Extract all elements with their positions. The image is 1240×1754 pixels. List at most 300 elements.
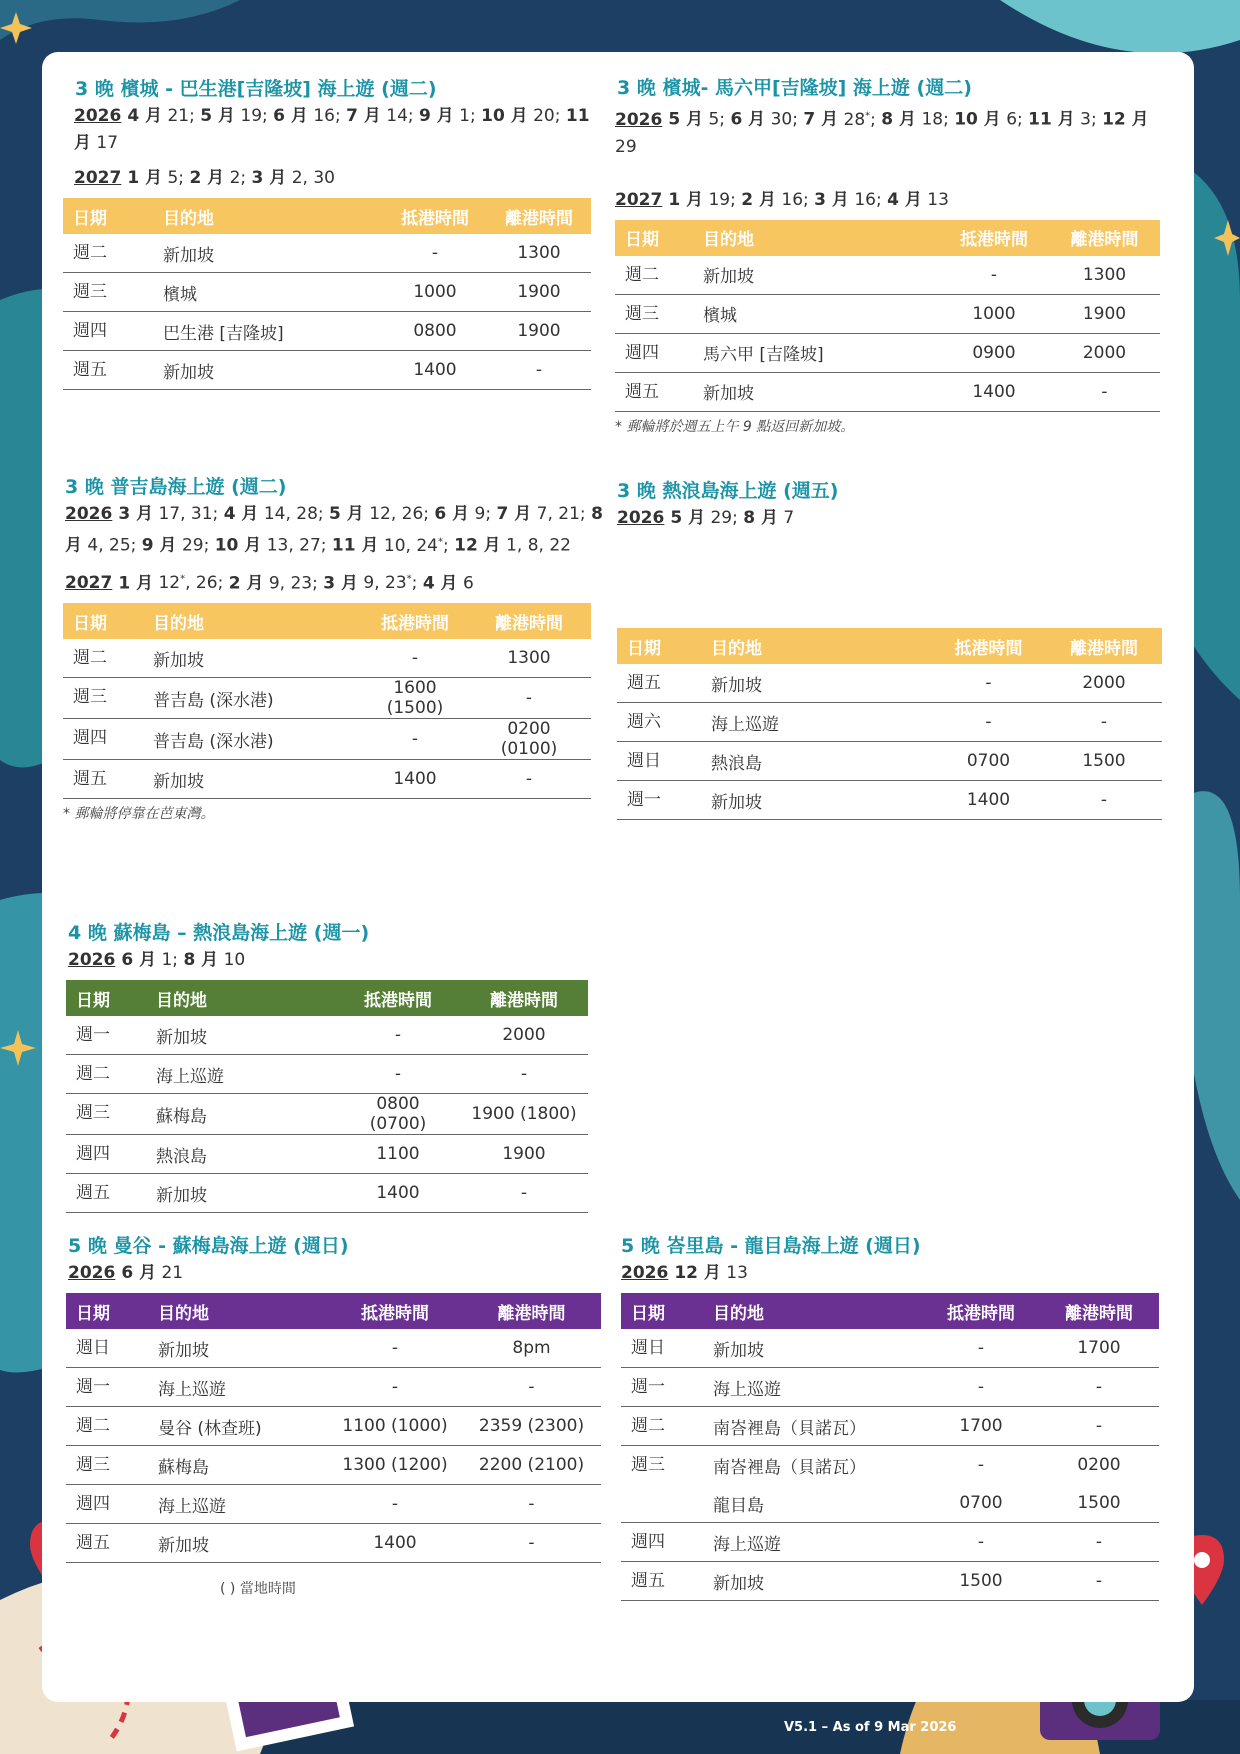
day-cell: 週二 <box>621 1407 703 1446</box>
table-row <box>617 664 1162 703</box>
day-cell: 週一 <box>617 781 701 820</box>
departure-cell: - <box>1039 1523 1159 1562</box>
column-header: 目的地 <box>153 198 383 234</box>
column-header: 抵港時間 <box>383 198 487 234</box>
day-cell: 週五 <box>66 1174 146 1213</box>
month-label: 3 月 <box>118 504 154 524</box>
day-values: 29 <box>615 136 637 157</box>
arrival-cell: - <box>328 1368 462 1407</box>
arrival-cell: 1400 <box>363 760 467 799</box>
table-row <box>66 1094 588 1135</box>
arrival-cell: 0800 (0700) <box>336 1094 460 1135</box>
day-values: 2, 30 <box>286 168 335 188</box>
column-header: 目的地 <box>148 1293 328 1329</box>
cruise-section-koh-samui-redang <box>66 918 588 1213</box>
day-cell: 週一 <box>621 1368 703 1407</box>
year-label: 2026 <box>621 1263 669 1283</box>
month-label: 4 月 <box>223 504 259 524</box>
table-header-row <box>63 603 591 639</box>
dates-2027 <box>63 165 591 192</box>
departure-cell: 1900 <box>487 312 591 351</box>
month-label: 3 月 <box>323 573 358 594</box>
month-label: 3 月 <box>814 189 849 210</box>
table-row <box>66 1016 588 1055</box>
month-label: 8 月 <box>65 504 603 556</box>
day-values: 4, 25; <box>82 535 142 556</box>
departure-cell: - <box>1046 703 1162 742</box>
day-values: 3; <box>1074 109 1103 130</box>
month-label: 12 月 <box>454 535 501 556</box>
table-header-row <box>66 1293 601 1329</box>
departure-cell: 2000 <box>1049 333 1160 372</box>
departure-cell: - <box>462 1368 601 1407</box>
month-label: 2 月 <box>741 189 776 210</box>
sailing-dates <box>63 103 591 192</box>
day-cell: 週日 <box>617 742 701 781</box>
dates-2026 <box>63 501 603 560</box>
destination-cell: 新加坡 <box>148 1524 328 1563</box>
month-label: 4 月 <box>422 573 458 594</box>
table-row <box>66 1368 601 1407</box>
day-cell: 週五 <box>66 1524 148 1563</box>
column-header: 離港時間 <box>460 980 588 1016</box>
arrival-cell: 1500 <box>923 1562 1039 1601</box>
departure-cell: 0200 <box>1077 1455 1121 1475</box>
departure-cell: 1500 <box>1039 1484 1159 1523</box>
day-cell: 週二 <box>615 256 693 295</box>
month-label: 7 月 <box>803 109 839 130</box>
sailing-dates <box>617 505 1162 532</box>
day-cell: 週六 <box>617 703 701 742</box>
month-label: 12 月 <box>1102 109 1149 130</box>
table-row <box>615 256 1160 295</box>
table-row <box>615 372 1160 411</box>
day-values: 21 <box>156 1263 184 1283</box>
sailing-dates <box>63 501 603 597</box>
footnote: * 郵輪將停靠在芭東灣。 <box>63 806 215 823</box>
table-row <box>617 703 1162 742</box>
table-row <box>617 742 1162 781</box>
departure-cell: - <box>460 1055 588 1094</box>
day-values: 5; <box>162 168 190 188</box>
cruise-section-phuket <box>63 472 603 823</box>
year-label: 2027 <box>615 189 663 210</box>
month-label: 7 月 <box>346 106 381 126</box>
section-title: 4 晚 蘇梅島 – 熱浪島海上遊 (週一) <box>68 922 370 944</box>
day-cell: 週五 <box>615 372 693 411</box>
column-header: 離港時間 <box>487 198 591 234</box>
day-cell: 週五 <box>621 1562 703 1601</box>
itinerary-table <box>66 980 588 1213</box>
departure-cell: 2359 (2300) <box>462 1407 601 1446</box>
month-label: 4 月 <box>887 189 922 210</box>
column-header: 日期 <box>617 628 701 664</box>
arrival-cell: 0700 <box>931 742 1046 781</box>
column-header: 日期 <box>63 198 153 234</box>
month-label: 10 月 <box>481 106 528 126</box>
destination-cell: 新加坡 <box>143 639 363 678</box>
day-values: 1, 8, 22 <box>500 535 571 556</box>
destination-cell: 蘇梅島 <box>148 1446 328 1485</box>
day-values: 7 <box>778 508 795 528</box>
day-values: 16; <box>307 106 347 126</box>
column-header: 目的地 <box>693 220 939 256</box>
destination-cell: 普吉島 (深水港) <box>143 678 363 719</box>
destination-cell: 蘇梅島 <box>146 1094 336 1135</box>
month-label: 1 月 <box>127 168 163 188</box>
arrival-cell: - <box>336 1016 460 1055</box>
cruise-section-penang-malacca <box>615 73 1160 436</box>
table-row <box>63 678 591 719</box>
month-label: 10 月 <box>954 109 1001 130</box>
table-row <box>66 1135 588 1174</box>
column-header: 日期 <box>66 980 146 1016</box>
departure-cell: - <box>467 760 591 799</box>
table-row <box>66 1446 601 1485</box>
day-cell: 週四 <box>66 1135 146 1174</box>
day-cell: 週二 <box>66 1055 146 1094</box>
year-label: 2026 <box>68 950 116 970</box>
destination-cell: 普吉島 (深水港) <box>143 719 363 760</box>
table-row <box>615 333 1160 372</box>
departure-cell: 2000 <box>1046 664 1162 703</box>
destination-cell: 海上巡遊 <box>146 1055 336 1094</box>
table-row <box>621 1446 1159 1485</box>
day-cell: 週五 <box>617 664 701 703</box>
departure-cell: - <box>1046 781 1162 820</box>
departure-cell: - <box>462 1485 601 1524</box>
sailing-dates <box>621 1260 1159 1287</box>
departure-cell: 1300 <box>487 234 591 273</box>
month-label: 7 月 <box>496 504 532 524</box>
arrival-cell: 1400 <box>931 781 1046 820</box>
month-label: 8 月 <box>183 950 219 970</box>
table-row <box>617 781 1162 820</box>
destination-cell: 新加坡 <box>153 351 383 390</box>
destination-cell: 檳城 <box>693 294 939 333</box>
version-label: V5.1 – As of 9 Mar 2026 <box>784 1720 957 1735</box>
departure-cell: - <box>1039 1407 1159 1446</box>
itinerary-table <box>621 1293 1159 1601</box>
month-label: 9 月 <box>141 535 177 556</box>
arrival-cell: 1400 <box>328 1524 462 1563</box>
arrival-cell: - <box>923 1523 1039 1562</box>
day-values: 2; <box>224 168 252 188</box>
dates-2026 <box>617 505 1162 532</box>
arrival-cell: - <box>931 703 1046 742</box>
month-label: 3 月 <box>251 168 287 188</box>
table-row <box>63 312 591 351</box>
day-values: 9, 23; <box>263 573 324 594</box>
day-cell: 週三 <box>66 1446 148 1485</box>
destination-cell: 巴生港 [吉隆坡] <box>153 312 383 351</box>
day-values: 9, 23*; <box>358 573 423 594</box>
column-header: 離港時間 <box>1049 220 1160 256</box>
itinerary-table <box>617 628 1162 820</box>
destination-cell: 檳城 <box>153 273 383 312</box>
column-header: 目的地 <box>703 1293 923 1329</box>
destination-cell: 新加坡 <box>703 1329 923 1368</box>
departure-cell: 2200 (2100) <box>462 1446 601 1485</box>
departure-cell: - <box>487 351 591 390</box>
column-header: 日期 <box>621 1293 703 1329</box>
arrival-cell: - <box>336 1055 460 1094</box>
month-label: 6 月 <box>121 1263 157 1283</box>
destination-cell: 新加坡 <box>153 234 383 273</box>
arrival-cell: 0800 <box>383 312 487 351</box>
month-label: 1 月 <box>118 573 154 594</box>
day-cell: 週三 <box>63 678 143 719</box>
cruise-section-bali-lombok <box>621 1231 1159 1601</box>
table-row <box>63 719 591 760</box>
destination-cell: 曼谷 (林查班) <box>148 1407 328 1446</box>
month-label: 1 月 <box>668 189 704 210</box>
column-header: 目的地 <box>701 628 931 664</box>
departure-cell: 1300 <box>1049 256 1160 295</box>
destination-cell: 龍目島 <box>703 1484 923 1523</box>
year-label: 2026 <box>615 109 663 130</box>
table-header-row <box>615 220 1160 256</box>
departure-cell: 1900 <box>460 1135 588 1174</box>
column-header: 離港時間 <box>467 603 591 639</box>
arrival-cell: 1000 <box>383 273 487 312</box>
day-values: 14; <box>380 106 420 126</box>
day-values: 10 <box>218 950 246 970</box>
day-values: 28*; <box>838 109 882 130</box>
column-header: 日期 <box>66 1293 148 1329</box>
month-label: 4 月 <box>127 106 163 126</box>
destination-cell: 海上巡遊 <box>148 1368 328 1407</box>
day-cell: 週四 <box>63 719 143 760</box>
arrival-cell: 1100 <box>336 1135 460 1174</box>
day-values: 14, 28; <box>258 504 330 524</box>
month-label: 11 月 <box>1028 109 1075 130</box>
table-row <box>66 1055 588 1094</box>
day-values: 1; <box>453 106 482 126</box>
departure-cell: 8pm <box>462 1329 601 1368</box>
arrival-cell: 0700 <box>923 1484 1039 1523</box>
day-cell: 週二 <box>63 639 143 678</box>
destination-cell: 海上巡遊 <box>148 1485 328 1524</box>
table-row <box>63 760 591 799</box>
footnote: * 郵輪將於週五上午 9 點返回新加坡。 <box>615 418 855 435</box>
day-values: 13, 27; <box>261 535 332 556</box>
table-row <box>621 1368 1159 1407</box>
day-cell: 週一 <box>66 1016 146 1055</box>
dates-2027 <box>615 187 1160 214</box>
dates-2026 <box>621 1260 1159 1287</box>
table-row <box>66 1407 601 1446</box>
day-values: 16; <box>776 189 815 210</box>
destination-cell: 新加坡 <box>693 372 939 411</box>
destination-cell: 新加坡 <box>143 760 363 799</box>
month-label: 6 月 <box>730 109 766 130</box>
day-values: 29; <box>705 508 744 528</box>
day-cell: 週三 <box>63 273 153 312</box>
day-values: 18; <box>916 109 955 130</box>
day-values: 7, 21; <box>531 504 592 524</box>
destination-cell: 熱浪島 <box>701 742 931 781</box>
column-header: 離港時間 <box>462 1293 601 1329</box>
destination-cell: 熱浪島 <box>146 1135 336 1174</box>
day-values: 6; <box>1000 109 1029 130</box>
asterisk-mark: * <box>406 573 412 585</box>
departure-cell: 1900 <box>487 273 591 312</box>
table-row <box>66 1524 601 1563</box>
day-cell: 週二 <box>66 1407 148 1446</box>
day-values: 13 <box>921 189 949 210</box>
destination-cell: 新加坡 <box>693 256 939 295</box>
month-label: 11 月 <box>331 535 379 556</box>
destination-cell: 新加坡 <box>701 664 931 703</box>
year-label: 2027 <box>74 168 122 188</box>
month-label: 6 月 <box>434 504 470 524</box>
table-row <box>621 1329 1159 1368</box>
section-title: 5 晚 峇里島 - 龍目島海上遊 (週日) <box>621 1235 921 1257</box>
table-row <box>66 1174 588 1213</box>
itinerary-table <box>63 603 591 799</box>
arrival-cell: 1000 <box>939 294 1049 333</box>
column-header: 抵港時間 <box>336 980 460 1016</box>
departure-cell: 1900 (1800) <box>460 1094 588 1135</box>
arrival-cell: - <box>977 1455 985 1475</box>
day-values: 17, 31; <box>153 504 224 524</box>
destination-cell: 新加坡 <box>703 1562 923 1601</box>
year-label: 2026 <box>68 1263 116 1283</box>
table-row <box>63 273 591 312</box>
destination-cell: 新加坡 <box>701 781 931 820</box>
sailing-dates <box>615 102 1160 214</box>
cruise-section-bangkok-koh-samui <box>66 1231 601 1563</box>
column-header: 抵港時間 <box>328 1293 462 1329</box>
day-values: 17 <box>91 133 119 153</box>
cruise-section-redang <box>617 476 1162 820</box>
month-label: 11 月 <box>74 106 590 153</box>
day-values: 16; <box>848 189 888 210</box>
arrival-cell: - <box>931 664 1046 703</box>
month-label: 8 月 <box>881 109 917 130</box>
day-cell: 週三 <box>615 294 693 333</box>
departure-cell: - <box>467 678 591 719</box>
departure-cell: 0200 (0100) <box>467 719 591 760</box>
day-cell: 週五 <box>63 351 153 390</box>
cruise-section-penang-port-klang <box>63 74 591 390</box>
day-values: 1; <box>156 950 184 970</box>
table-row <box>621 1484 1159 1523</box>
dates-2027 <box>63 566 603 598</box>
arrival-cell: 1400 <box>336 1174 460 1213</box>
month-label: 8 月 <box>743 508 778 528</box>
table-row <box>621 1562 1159 1601</box>
sailing-dates <box>66 1260 601 1287</box>
arrival-cell: 1400 <box>939 372 1049 411</box>
day-values: 29; <box>176 535 215 556</box>
arrival-cell: - <box>328 1485 462 1524</box>
arrival-cell: - <box>923 1368 1039 1407</box>
arrival-cell: - <box>939 256 1049 295</box>
column-header: 目的地 <box>143 603 363 639</box>
itinerary-table <box>63 198 591 390</box>
column-header: 抵港時間 <box>923 1293 1039 1329</box>
year-label: 2026 <box>74 106 122 126</box>
day-cell: 週一 <box>66 1368 148 1407</box>
destination-cell: 海上巡遊 <box>703 1368 923 1407</box>
day-cell: 週四 <box>621 1523 703 1562</box>
day-values: 5; <box>703 109 731 130</box>
day-cell: 週四 <box>615 333 693 372</box>
day-values: 12, 26; <box>363 504 435 524</box>
itinerary-table <box>615 220 1160 412</box>
destination-cell: 海上巡遊 <box>703 1523 923 1562</box>
arrival-cell: - <box>923 1329 1039 1368</box>
day-cell: 週三 <box>631 1455 665 1475</box>
section-title: 3 晚 檳城- 馬六甲[吉隆坡] 海上遊 (週二) <box>617 77 972 99</box>
table-header-row <box>617 628 1162 664</box>
departure-cell: - <box>1039 1368 1159 1407</box>
day-cell: 週四 <box>63 312 153 351</box>
destination-cell: 南峇裡島（貝諾瓦） <box>713 1457 866 1478</box>
arrival-cell: 1300 (1200) <box>328 1446 462 1485</box>
dates-2026 <box>63 103 591 157</box>
day-cell: 週二 <box>63 234 153 273</box>
month-label: 10 月 <box>214 535 262 556</box>
asterisk-mark: * <box>865 110 871 121</box>
arrival-cell: - <box>328 1329 462 1368</box>
year-label: 2027 <box>65 573 113 594</box>
day-values: 12*, 26; <box>153 573 229 594</box>
dates-2026 <box>66 1260 601 1287</box>
destination-cell: 新加坡 <box>148 1329 328 1368</box>
arrival-cell: 1700 <box>923 1407 1039 1446</box>
month-label: 9 月 <box>419 106 454 126</box>
itinerary-table <box>66 1293 601 1563</box>
section-title: 5 晚 曼谷 - 蘇梅島海上遊 (週日) <box>68 1235 349 1257</box>
table-header-row <box>66 980 588 1016</box>
destination-cell: 南峇裡島（貝諾瓦） <box>703 1407 923 1446</box>
arrival-cell: - <box>383 234 487 273</box>
arrival-cell: 1400 <box>383 351 487 390</box>
section-title: 3 晚 熱浪島海上遊 (週五) <box>617 480 839 502</box>
dates-2026 <box>66 947 588 974</box>
day-values: 10, 24*; <box>378 535 455 556</box>
arrival-cell: - <box>363 719 467 760</box>
day-values: 21; <box>162 106 201 126</box>
year-label: 2026 <box>617 508 665 528</box>
month-label: 6 月 <box>273 106 308 126</box>
month-label: 6 月 <box>121 950 157 970</box>
table-row <box>621 1407 1159 1446</box>
day-values: 9; <box>469 504 497 524</box>
table-row <box>63 234 591 273</box>
column-header: 離港時間 <box>1046 628 1162 664</box>
local-time-legend: ( ) 當地時間 <box>220 1581 296 1597</box>
departure-cell: - <box>1049 372 1160 411</box>
day-values: 13 <box>720 1263 748 1283</box>
day-values: 19; <box>703 189 742 210</box>
departure-cell: 1300 <box>467 639 591 678</box>
sailing-dates <box>66 947 588 974</box>
month-label: 2 月 <box>189 168 225 188</box>
departure-cell: 1900 <box>1049 294 1160 333</box>
table-row <box>66 1485 601 1524</box>
table-row <box>66 1329 601 1368</box>
destination-cell: 新加坡 <box>146 1174 336 1213</box>
month-label: 5 月 <box>329 504 364 524</box>
departure-cell: 1700 <box>1039 1329 1159 1368</box>
departure-cell: - <box>1039 1562 1159 1601</box>
arrival-cell: 0900 <box>939 333 1049 372</box>
section-title: 3 晚 普吉島海上遊 (週二) <box>65 476 287 498</box>
